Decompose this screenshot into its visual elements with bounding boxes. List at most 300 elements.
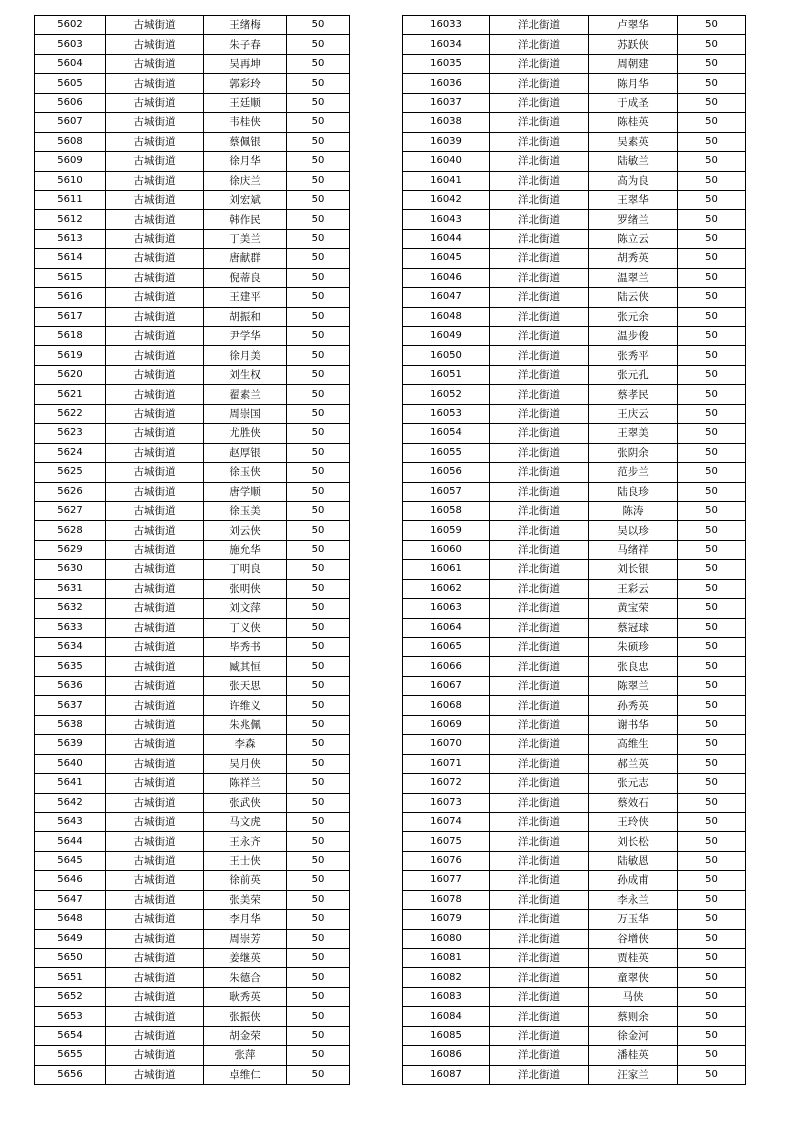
serial-cell: 5606 bbox=[35, 93, 106, 112]
serial-cell: 16043 bbox=[403, 210, 490, 229]
subdistrict-cell: 古城街道 bbox=[106, 463, 204, 482]
serial-cell: 5626 bbox=[35, 482, 106, 501]
subdistrict-cell: 洋北街道 bbox=[490, 463, 589, 482]
amount-cell: 50 bbox=[287, 16, 350, 35]
serial-cell: 5623 bbox=[35, 424, 106, 443]
table-row bbox=[403, 152, 746, 171]
amount-cell: 50 bbox=[678, 910, 746, 929]
name-cell: 尹学华 bbox=[204, 327, 287, 346]
amount-cell: 50 bbox=[287, 346, 350, 365]
serial-cell: 5631 bbox=[35, 579, 106, 598]
serial-cell: 5615 bbox=[35, 268, 106, 287]
subdistrict-cell: 古城街道 bbox=[106, 501, 204, 520]
table-row bbox=[403, 521, 746, 540]
table-row bbox=[403, 1065, 746, 1084]
serial-cell: 5607 bbox=[35, 113, 106, 132]
table-row bbox=[35, 638, 350, 657]
serial-cell: 5614 bbox=[35, 249, 106, 268]
table-row bbox=[35, 929, 350, 948]
serial-cell: 5655 bbox=[35, 1046, 106, 1065]
serial-cell: 5637 bbox=[35, 696, 106, 715]
name-cell: 范步兰 bbox=[589, 463, 678, 482]
table-row bbox=[403, 793, 746, 812]
name-cell: 张元志 bbox=[589, 774, 678, 793]
subdistrict-cell: 洋北街道 bbox=[490, 346, 589, 365]
serial-cell: 16063 bbox=[403, 599, 490, 618]
subdistrict-cell: 洋北街道 bbox=[490, 424, 589, 443]
name-cell: 李月华 bbox=[204, 910, 287, 929]
serial-cell: 16048 bbox=[403, 307, 490, 326]
subdistrict-cell: 古城街道 bbox=[106, 93, 204, 112]
serial-cell: 16069 bbox=[403, 715, 490, 734]
amount-cell: 50 bbox=[678, 152, 746, 171]
subdistrict-cell: 洋北街道 bbox=[490, 812, 589, 831]
amount-cell: 50 bbox=[287, 521, 350, 540]
amount-cell: 50 bbox=[678, 890, 746, 909]
name-cell: 徐庆兰 bbox=[204, 171, 287, 190]
table-row bbox=[403, 1026, 746, 1045]
table-row bbox=[35, 229, 350, 248]
table-row bbox=[35, 385, 350, 404]
amount-cell: 50 bbox=[287, 54, 350, 73]
subdistrict-cell: 洋北街道 bbox=[490, 676, 589, 695]
serial-cell: 5639 bbox=[35, 735, 106, 754]
serial-cell: 16065 bbox=[403, 638, 490, 657]
serial-cell: 16087 bbox=[403, 1065, 490, 1084]
amount-cell: 50 bbox=[287, 443, 350, 462]
subdistrict-cell: 洋北街道 bbox=[490, 774, 589, 793]
table-row bbox=[403, 890, 746, 909]
serial-cell: 16049 bbox=[403, 327, 490, 346]
name-cell: 温步俊 bbox=[589, 327, 678, 346]
name-cell: 陈月华 bbox=[589, 74, 678, 93]
amount-cell: 50 bbox=[678, 249, 746, 268]
amount-cell: 50 bbox=[678, 560, 746, 579]
subdistrict-cell: 洋北街道 bbox=[490, 16, 589, 35]
amount-cell: 50 bbox=[678, 74, 746, 93]
table-row bbox=[35, 715, 350, 734]
table-row bbox=[403, 1007, 746, 1026]
table-row bbox=[403, 910, 746, 929]
subdistrict-cell: 洋北街道 bbox=[490, 288, 589, 307]
table-row bbox=[35, 288, 350, 307]
table-row bbox=[35, 346, 350, 365]
serial-cell: 16070 bbox=[403, 735, 490, 754]
serial-cell: 5613 bbox=[35, 229, 106, 248]
serial-cell: 5652 bbox=[35, 987, 106, 1006]
serial-cell: 16035 bbox=[403, 54, 490, 73]
serial-cell: 16051 bbox=[403, 365, 490, 384]
amount-cell: 50 bbox=[678, 1065, 746, 1084]
serial-cell: 16080 bbox=[403, 929, 490, 948]
subdistrict-cell: 古城街道 bbox=[106, 832, 204, 851]
subdistrict-cell: 古城街道 bbox=[106, 910, 204, 929]
subdistrict-cell: 古城街道 bbox=[106, 1007, 204, 1026]
table-row bbox=[403, 171, 746, 190]
subdistrict-cell: 古城街道 bbox=[106, 229, 204, 248]
name-cell: 贾桂英 bbox=[589, 949, 678, 968]
serial-cell: 16083 bbox=[403, 987, 490, 1006]
subdistrict-cell: 洋北街道 bbox=[490, 910, 589, 929]
amount-cell: 50 bbox=[287, 482, 350, 501]
name-cell: 耿秀英 bbox=[204, 987, 287, 1006]
name-cell: 马侠 bbox=[589, 987, 678, 1006]
table-row bbox=[35, 890, 350, 909]
amount-cell: 50 bbox=[287, 132, 350, 151]
table-row bbox=[35, 93, 350, 112]
amount-cell: 50 bbox=[678, 676, 746, 695]
table-row bbox=[35, 968, 350, 987]
amount-cell: 50 bbox=[287, 229, 350, 248]
table-row bbox=[35, 1065, 350, 1084]
table-row bbox=[403, 16, 746, 35]
name-cell: 王彩云 bbox=[589, 579, 678, 598]
serial-cell: 5621 bbox=[35, 385, 106, 404]
name-cell: 刘长银 bbox=[589, 560, 678, 579]
table-row bbox=[403, 579, 746, 598]
subdistrict-cell: 古城街道 bbox=[106, 424, 204, 443]
table-row bbox=[403, 268, 746, 287]
subdistrict-cell: 洋北街道 bbox=[490, 132, 589, 151]
amount-cell: 50 bbox=[678, 443, 746, 462]
amount-cell: 50 bbox=[678, 482, 746, 501]
subdistrict-cell: 古城街道 bbox=[106, 482, 204, 501]
subdistrict-cell: 古城街道 bbox=[106, 540, 204, 559]
name-cell: 吴以珍 bbox=[589, 521, 678, 540]
table-row bbox=[35, 16, 350, 35]
table-row bbox=[403, 54, 746, 73]
table-row bbox=[403, 540, 746, 559]
name-cell: 蔡则余 bbox=[589, 1007, 678, 1026]
table-row bbox=[35, 696, 350, 715]
subdistrict-cell: 古城街道 bbox=[106, 599, 204, 618]
subdistrict-cell: 洋北街道 bbox=[490, 482, 589, 501]
table-row bbox=[403, 696, 746, 715]
name-cell: 温翠兰 bbox=[589, 268, 678, 287]
serial-cell: 5646 bbox=[35, 871, 106, 890]
table-row bbox=[35, 463, 350, 482]
name-cell: 潘桂英 bbox=[589, 1046, 678, 1065]
left-table-body bbox=[35, 16, 350, 1085]
subdistrict-cell: 古城街道 bbox=[106, 657, 204, 676]
amount-cell: 50 bbox=[678, 812, 746, 831]
table-row bbox=[35, 657, 350, 676]
table-row bbox=[403, 463, 746, 482]
amount-cell: 50 bbox=[678, 346, 746, 365]
serial-cell: 16081 bbox=[403, 949, 490, 968]
name-cell: 刘生权 bbox=[204, 365, 287, 384]
amount-cell: 50 bbox=[287, 793, 350, 812]
serial-cell: 5638 bbox=[35, 715, 106, 734]
name-cell: 张武侠 bbox=[204, 793, 287, 812]
name-cell: 倪蒂良 bbox=[204, 268, 287, 287]
subdistrict-cell: 洋北街道 bbox=[490, 1026, 589, 1045]
name-cell: 朱硕珍 bbox=[589, 638, 678, 657]
table-row bbox=[403, 229, 746, 248]
serial-cell: 16071 bbox=[403, 754, 490, 773]
amount-cell: 50 bbox=[287, 851, 350, 870]
subdistrict-cell: 洋北街道 bbox=[490, 715, 589, 734]
amount-cell: 50 bbox=[287, 657, 350, 676]
name-cell: 徐玉美 bbox=[204, 501, 287, 520]
amount-cell: 50 bbox=[287, 1026, 350, 1045]
name-cell: 周崇国 bbox=[204, 404, 287, 423]
table-row bbox=[35, 812, 350, 831]
serial-cell: 16057 bbox=[403, 482, 490, 501]
subdistrict-cell: 古城街道 bbox=[106, 288, 204, 307]
serial-cell: 5618 bbox=[35, 327, 106, 346]
table-row bbox=[403, 385, 746, 404]
subdistrict-cell: 洋北街道 bbox=[490, 579, 589, 598]
amount-cell: 50 bbox=[678, 618, 746, 637]
serial-cell: 5650 bbox=[35, 949, 106, 968]
table-row bbox=[403, 501, 746, 520]
name-cell: 张秀平 bbox=[589, 346, 678, 365]
amount-cell: 50 bbox=[287, 152, 350, 171]
amount-cell: 50 bbox=[678, 1026, 746, 1045]
table-row bbox=[403, 346, 746, 365]
table-row bbox=[35, 949, 350, 968]
amount-cell: 50 bbox=[678, 190, 746, 209]
name-cell: 张天思 bbox=[204, 676, 287, 695]
name-cell: 王庆云 bbox=[589, 404, 678, 423]
table-row bbox=[35, 832, 350, 851]
subdistrict-cell: 古城街道 bbox=[106, 210, 204, 229]
subdistrict-cell: 古城街道 bbox=[106, 560, 204, 579]
subdistrict-cell: 古城街道 bbox=[106, 404, 204, 423]
table-row bbox=[403, 599, 746, 618]
table-row bbox=[35, 482, 350, 501]
serial-cell: 5648 bbox=[35, 910, 106, 929]
name-cell: 陈祥兰 bbox=[204, 774, 287, 793]
name-cell: 徐月华 bbox=[204, 152, 287, 171]
amount-cell: 50 bbox=[678, 521, 746, 540]
serial-cell: 16041 bbox=[403, 171, 490, 190]
amount-cell: 50 bbox=[678, 268, 746, 287]
table-row bbox=[35, 501, 350, 520]
subdistrict-cell: 洋北街道 bbox=[490, 638, 589, 657]
amount-cell: 50 bbox=[678, 93, 746, 112]
serial-cell: 5653 bbox=[35, 1007, 106, 1026]
name-cell: 尤胜侠 bbox=[204, 424, 287, 443]
name-cell: 姜继英 bbox=[204, 949, 287, 968]
table-row bbox=[35, 754, 350, 773]
table-row bbox=[403, 618, 746, 637]
serial-cell: 16042 bbox=[403, 190, 490, 209]
serial-cell: 16050 bbox=[403, 346, 490, 365]
amount-cell: 50 bbox=[287, 74, 350, 93]
serial-cell: 16044 bbox=[403, 229, 490, 248]
serial-cell: 5616 bbox=[35, 288, 106, 307]
table-row bbox=[403, 929, 746, 948]
subdistrict-cell: 洋北街道 bbox=[490, 832, 589, 851]
name-cell: 陈桂英 bbox=[589, 113, 678, 132]
name-cell: 王翠华 bbox=[589, 190, 678, 209]
table-row bbox=[35, 268, 350, 287]
table-row bbox=[35, 190, 350, 209]
amount-cell: 50 bbox=[678, 424, 746, 443]
table-row bbox=[403, 812, 746, 831]
amount-cell: 50 bbox=[287, 1007, 350, 1026]
serial-cell: 5605 bbox=[35, 74, 106, 93]
table-row bbox=[35, 1046, 350, 1065]
amount-cell: 50 bbox=[678, 832, 746, 851]
subdistrict-cell: 古城街道 bbox=[106, 365, 204, 384]
table-row bbox=[35, 579, 350, 598]
serial-cell: 5619 bbox=[35, 346, 106, 365]
subdistrict-cell: 古城街道 bbox=[106, 676, 204, 695]
amount-cell: 50 bbox=[678, 735, 746, 754]
amount-cell: 50 bbox=[287, 754, 350, 773]
name-cell: 韩作民 bbox=[204, 210, 287, 229]
amount-cell: 50 bbox=[678, 288, 746, 307]
table-row bbox=[403, 560, 746, 579]
name-cell: 陈立云 bbox=[589, 229, 678, 248]
table-row bbox=[35, 35, 350, 54]
amount-cell: 50 bbox=[678, 871, 746, 890]
table-row bbox=[35, 404, 350, 423]
amount-cell: 50 bbox=[287, 424, 350, 443]
serial-cell: 16052 bbox=[403, 385, 490, 404]
amount-cell: 50 bbox=[287, 1046, 350, 1065]
table-row bbox=[35, 365, 350, 384]
subdistrict-cell: 古城街道 bbox=[106, 54, 204, 73]
name-cell: 张明侠 bbox=[204, 579, 287, 598]
serial-cell: 5612 bbox=[35, 210, 106, 229]
subdistrict-cell: 古城街道 bbox=[106, 793, 204, 812]
table-row bbox=[403, 74, 746, 93]
name-cell: 王士侠 bbox=[204, 851, 287, 870]
name-cell: 徐前英 bbox=[204, 871, 287, 890]
subdistrict-cell: 古城街道 bbox=[106, 35, 204, 54]
table-row bbox=[35, 560, 350, 579]
amount-cell: 50 bbox=[678, 113, 746, 132]
name-cell: 谷增侠 bbox=[589, 929, 678, 948]
amount-cell: 50 bbox=[287, 327, 350, 346]
amount-cell: 50 bbox=[287, 210, 350, 229]
table-row bbox=[403, 443, 746, 462]
serial-cell: 16078 bbox=[403, 890, 490, 909]
amount-cell: 50 bbox=[678, 132, 746, 151]
name-cell: 陆敏恩 bbox=[589, 851, 678, 870]
serial-cell: 16037 bbox=[403, 93, 490, 112]
subdistrict-cell: 洋北街道 bbox=[490, 754, 589, 773]
table-row bbox=[35, 618, 350, 637]
subdistrict-cell: 洋北街道 bbox=[490, 268, 589, 287]
amount-cell: 50 bbox=[678, 385, 746, 404]
amount-cell: 50 bbox=[678, 501, 746, 520]
serial-cell: 16062 bbox=[403, 579, 490, 598]
subdistrict-cell: 洋北街道 bbox=[490, 54, 589, 73]
table-row bbox=[35, 1026, 350, 1045]
subdistrict-cell: 洋北街道 bbox=[490, 210, 589, 229]
serial-cell: 5624 bbox=[35, 443, 106, 462]
serial-cell: 16046 bbox=[403, 268, 490, 287]
serial-cell: 16077 bbox=[403, 871, 490, 890]
amount-cell: 50 bbox=[287, 715, 350, 734]
subdistrict-cell: 古城街道 bbox=[106, 1046, 204, 1065]
amount-cell: 50 bbox=[287, 404, 350, 423]
serial-cell: 16061 bbox=[403, 560, 490, 579]
subdistrict-cell: 古城街道 bbox=[106, 968, 204, 987]
amount-cell: 50 bbox=[678, 987, 746, 1006]
amount-cell: 50 bbox=[287, 35, 350, 54]
amount-cell: 50 bbox=[678, 968, 746, 987]
serial-cell: 16073 bbox=[403, 793, 490, 812]
amount-cell: 50 bbox=[287, 968, 350, 987]
name-cell: 卢翠华 bbox=[589, 16, 678, 35]
table-row bbox=[35, 871, 350, 890]
name-cell: 赵厚银 bbox=[204, 443, 287, 462]
table-row bbox=[403, 676, 746, 695]
amount-cell: 50 bbox=[678, 404, 746, 423]
name-cell: 张美荣 bbox=[204, 890, 287, 909]
serial-cell: 5642 bbox=[35, 793, 106, 812]
name-cell: 郝兰英 bbox=[589, 754, 678, 773]
serial-cell: 16084 bbox=[403, 1007, 490, 1026]
amount-cell: 50 bbox=[678, 638, 746, 657]
serial-cell: 5634 bbox=[35, 638, 106, 657]
subdistrict-cell: 洋北街道 bbox=[490, 1046, 589, 1065]
name-cell: 蔡佩银 bbox=[204, 132, 287, 151]
name-cell: 唐献群 bbox=[204, 249, 287, 268]
subdistrict-cell: 古城街道 bbox=[106, 132, 204, 151]
table-row bbox=[403, 190, 746, 209]
table-row bbox=[35, 774, 350, 793]
table-row bbox=[403, 113, 746, 132]
table-row bbox=[403, 210, 746, 229]
name-cell: 刘长松 bbox=[589, 832, 678, 851]
amount-cell: 50 bbox=[678, 1007, 746, 1026]
subdistrict-cell: 古城街道 bbox=[106, 521, 204, 540]
serial-cell: 16045 bbox=[403, 249, 490, 268]
name-cell: 丁义侠 bbox=[204, 618, 287, 637]
name-cell: 蔡孝民 bbox=[589, 385, 678, 404]
amount-cell: 50 bbox=[287, 1065, 350, 1084]
serial-cell: 16055 bbox=[403, 443, 490, 462]
amount-cell: 50 bbox=[287, 288, 350, 307]
subdistrict-cell: 古城街道 bbox=[106, 754, 204, 773]
subdistrict-cell: 古城街道 bbox=[106, 16, 204, 35]
name-cell: 谢书华 bbox=[589, 715, 678, 734]
serial-cell: 5641 bbox=[35, 774, 106, 793]
name-cell: 张良忠 bbox=[589, 657, 678, 676]
name-cell: 吴素英 bbox=[589, 132, 678, 151]
name-cell: 王永齐 bbox=[204, 832, 287, 851]
table-row bbox=[35, 1007, 350, 1026]
name-cell: 李永兰 bbox=[589, 890, 678, 909]
amount-cell: 50 bbox=[287, 774, 350, 793]
subdistrict-cell: 洋北街道 bbox=[490, 171, 589, 190]
serial-cell: 5610 bbox=[35, 171, 106, 190]
subdistrict-cell: 洋北街道 bbox=[490, 1007, 589, 1026]
name-cell: 胡振和 bbox=[204, 307, 287, 326]
serial-cell: 5654 bbox=[35, 1026, 106, 1045]
serial-cell: 16053 bbox=[403, 404, 490, 423]
amount-cell: 50 bbox=[678, 715, 746, 734]
table-row bbox=[403, 424, 746, 443]
amount-cell: 50 bbox=[287, 987, 350, 1006]
serial-cell: 5643 bbox=[35, 812, 106, 831]
subdistrict-cell: 洋北街道 bbox=[490, 968, 589, 987]
right-table bbox=[402, 15, 746, 1085]
table-row bbox=[403, 638, 746, 657]
subdistrict-cell: 古城街道 bbox=[106, 113, 204, 132]
subdistrict-cell: 古城街道 bbox=[106, 268, 204, 287]
serial-cell: 5651 bbox=[35, 968, 106, 987]
amount-cell: 50 bbox=[287, 871, 350, 890]
serial-cell: 5627 bbox=[35, 501, 106, 520]
